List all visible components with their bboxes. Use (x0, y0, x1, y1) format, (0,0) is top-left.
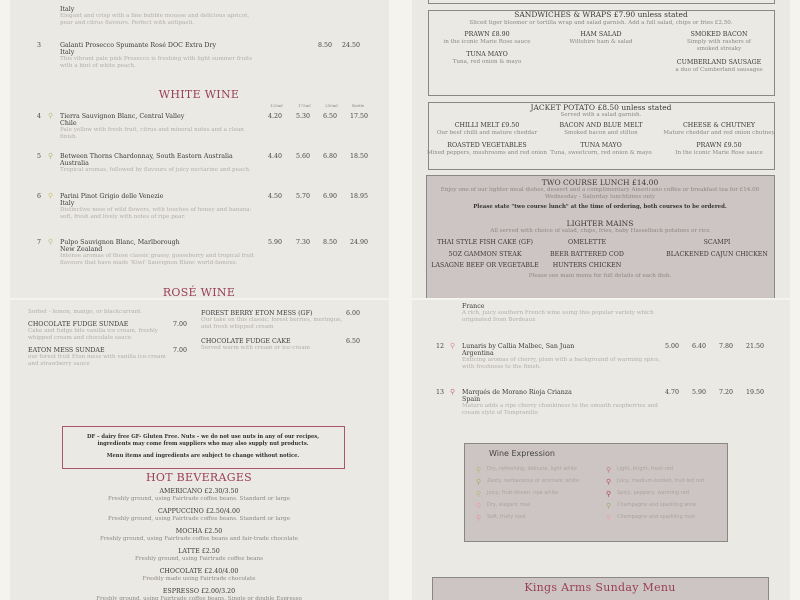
wine-description: Pale yellow with fresh fruit, citrus and mineral notes and a clean finish. (60, 127, 244, 141)
wine-price: 7.30 (296, 239, 311, 246)
wine-price: 6.90 (323, 193, 338, 200)
dessert-desc: Sorbet - lemon, mango, or blackcurrant (28, 309, 141, 315)
wine-number: 12 (436, 343, 445, 350)
wine-description: Tropical aromas, followed by flavours of juicy nectarine and peach. (60, 167, 251, 173)
legend-label: Light, bright, fresh red (617, 466, 674, 472)
dessert-desc: Cake and fudge bits vanilla ice cream, freshly whipped cream and chocolate sauce (28, 328, 158, 342)
wine-style-icon: ⚲ (48, 192, 54, 200)
dessert-desc: Served warm with cream or ice-cream (201, 345, 310, 351)
wine-price: 7.80 (719, 343, 734, 350)
legend-icon: ⚲ (476, 502, 482, 510)
menu-item-name: ROASTED VEGETABLES (447, 142, 527, 149)
wine-style-icon: ⚲ (48, 238, 54, 246)
column-header: Bottle (352, 103, 365, 108)
lunch-title: TWO COURSE LUNCH £14.00 (541, 178, 659, 187)
soup-box (428, 0, 775, 4)
menu-item-desc: Wiltshire ham & salad (569, 39, 633, 45)
menu-item-desc: Tuna, sweetcorn, red onion & mayo (550, 150, 652, 156)
beverage-name: MOCHA £2.50 (175, 528, 223, 535)
lunch-footer: Please see main menu for full details of each dish. (528, 273, 672, 279)
legend-icon: ⚲ (606, 466, 612, 474)
jacket-title: JACKET POTATO £8.50 unless stated (530, 103, 672, 112)
wine-description: A rich, juicy southern French wine using this popular variety which originated from Bordeaux (462, 310, 654, 324)
lunch-note: Please state "two course lunch" at the time of ordering, both courses to be ordered. (473, 204, 727, 210)
sandwiches-box (428, 10, 775, 96)
menu-item-desc: In the iconic Marie Rose sauce (675, 150, 763, 156)
dessert-name: CHOCOLATE FUDGE SUNDAE (28, 321, 129, 328)
wine-price: 24.50 (342, 42, 361, 49)
wine-price: 18.50 (350, 153, 369, 160)
lighter-main-item: OMELETTE (567, 239, 607, 246)
wine-price: 21.50 (746, 343, 765, 350)
lighter-main-item: BEER BATTERED COD (550, 251, 624, 258)
wine-price: 7.20 (719, 389, 734, 396)
menu-item-desc: Smoked bacon and stilton (564, 130, 638, 136)
beverage-name: ESPRESSO £2.00/3.20 (162, 588, 236, 595)
legend-label: Champagne and sparkling wine (617, 502, 697, 508)
wine-price: 19.50 (746, 389, 765, 396)
wine-description: Enticing aromas of cherry, plum with a background of warming spice, with freshness to the finish. (462, 357, 661, 371)
two-course-lunch-box (426, 175, 775, 298)
lighter-mains-subtitle: All served with choice of salad, chips, fries, baby Hasselback potatoes or rice (490, 228, 710, 234)
lighter-main-item: BLACKENED CAJUN CHICKEN (666, 251, 768, 258)
sunday-menu-box (432, 577, 769, 600)
lighter-main-item: LASAGNE BEEF OR VEGETABLE (431, 262, 539, 269)
beverage-name: AMERICANO £2.30/3.50 (159, 488, 239, 495)
wine-price: 24.90 (350, 239, 369, 246)
wine-price: 6.40 (692, 343, 707, 350)
beverage-desc: Freshly ground, using Fairtrade coffee beans. Standard or large (107, 516, 291, 522)
dessert-price: 7.00 (173, 321, 188, 328)
lighter-main-item: THAI STYLE FISH CAKE (GF) (437, 239, 533, 246)
wine-description: This vibrant pale pink Prosecco is freshing with light summer fruits with a hint of white peach. (60, 56, 253, 70)
legend-icon: ⚲ (476, 478, 482, 486)
allergy-line2: ingredients may come from suppliers who may also supply nut products. (97, 441, 309, 447)
lunch-menu-panel (412, 0, 790, 298)
lighter-main-item: HUNTERS CHICKEN (552, 262, 622, 269)
beverage-name: LATTE £2.50 (178, 548, 220, 555)
beverage-desc: Freshly ground, using Fairtrade coffee beans. Standard or large (107, 496, 291, 502)
legend-label: Dry, refreshing, delicate, light white (487, 466, 577, 472)
menu-item-name: CHILLI MELT £9.50 (454, 122, 520, 129)
wine-style-icon: ⚲ (450, 342, 456, 350)
legend-label: Zesty, herbaceous or aromatic white (487, 478, 580, 484)
beverage-name: CAPPUCCINO £2.50/4.00 (157, 508, 241, 515)
lunch-line2: Wednesday - Saturday lunchtimes only (545, 194, 655, 200)
wine-name: Lunaris by Callia Malbec, San Juan (462, 343, 575, 350)
wine-country: Chile (60, 120, 77, 127)
rose-wine-heading: ROSÉ WINE (162, 286, 236, 298)
menu-item-desc: Our beef chilli and mature cheddar (436, 130, 538, 136)
menu-item-name: PRAWN £8.90 (464, 31, 510, 38)
menu-item-name: TUNA MAYO (466, 51, 508, 58)
legend-icon: ⚲ (476, 514, 482, 522)
menu-item-name: PRAWN £9.50 (696, 142, 742, 149)
wine-country: Spain (462, 396, 481, 403)
wine-name: Tierra Sauvignon Blanc, Central Valley (60, 113, 185, 120)
wine-name: Pulpo Sauvignon Blanc, Marlborough (60, 239, 180, 246)
wine-price: 4.20 (268, 113, 283, 120)
menu-item-desc: Tuna, red onion & mayo (452, 59, 522, 65)
legend-icon: ⚲ (606, 502, 612, 510)
red-wine-panel (412, 300, 790, 600)
beverage-desc: Freshly ground, using Fairtrade coffee beans (134, 556, 264, 562)
menu-item-desc: Mixed peppers, mushrooms and red onion (427, 150, 547, 156)
wine-number: 6 (37, 193, 42, 200)
wine-price: 5.70 (296, 193, 311, 200)
sandwiches-title: SANDWICHES & WRAPS £7.90 unless stated (514, 10, 688, 19)
legend-icon: ⚲ (606, 514, 612, 522)
menu-item-desc: Mature cheddar and red onion chutney (663, 130, 775, 136)
wine-description: Elegant and crisp with a fine bubble mousse and delicious apricot, pear and citrus flavours. Perfect with antipasti. (60, 13, 250, 27)
wine-price: 4.50 (268, 193, 283, 200)
menu-item-name: SMOKED BACON (690, 31, 748, 38)
wine-price: 5.00 (665, 343, 680, 350)
jacket-potato-box (428, 102, 775, 170)
dessert-desc: Our take on this classic: forest berries, meringue, and fresh whipped cream (201, 317, 343, 331)
wine-name: Galanti Prosecco Spumante Rosé DOC Extra Dry (60, 42, 217, 49)
wine-country: Italy (60, 49, 75, 56)
dessert-name: FOREST BERRY ETON MESS (GF) (201, 310, 313, 317)
beverage-name: CHOCOLATE £2.40/4.00 (159, 568, 239, 575)
allergy-line3: Menu items and ingredients are subject to change without notice. (106, 453, 300, 459)
menu-item-desc: a duo of Cumberland sausages (675, 67, 763, 73)
wine-price: 17.50 (350, 113, 369, 120)
wine-style-icon: ⚲ (450, 388, 456, 396)
wine-name: Parini Pinot Grigio delle Venezie (60, 193, 164, 200)
legend-label: Soft, fruity rosé (487, 514, 526, 520)
wine-price: 5.90 (268, 239, 283, 246)
wine-price: 4.70 (665, 389, 680, 396)
legend-icon: ⚲ (606, 478, 612, 486)
wine-country: Italy (60, 6, 75, 13)
wine-price: 18.95 (350, 193, 369, 200)
wine-country: France (462, 303, 485, 310)
column-header: 175ml (298, 103, 311, 108)
menu-item-name: CHEESE & CHUTNEY (682, 122, 756, 129)
wine-country: Argentina (462, 350, 494, 357)
wine-style-icon: ⚲ (48, 112, 54, 120)
column-header: 125ml (270, 103, 283, 108)
beverage-desc: Freshly ground, using Fairtrade coffee beans and fair-trade chocolate (99, 536, 299, 542)
wine-price: 5.90 (692, 389, 707, 396)
wine-style-icon: ⚲ (48, 152, 54, 160)
wine-price: 5.60 (296, 153, 311, 160)
column-header: 250ml (325, 103, 338, 108)
legend-label: Spicy, peppery, warming red (617, 490, 689, 496)
dessert-price: 6.50 (346, 338, 361, 345)
lighter-mains-title: LIGHTER MAINS (566, 219, 634, 228)
menu-item-desc: Simply with rashers of smoked streaky (687, 39, 751, 52)
wine-price: 5.30 (296, 113, 311, 120)
beverage-desc: Freshly made using Fairtrade chocolate (142, 576, 256, 582)
dessert-price: 6.00 (346, 310, 361, 317)
menu-item-name: CUMBERLAND SAUSAGE (676, 59, 762, 66)
wine-price: 4.40 (268, 153, 283, 160)
wine-number: 7 (37, 239, 42, 246)
legend-title: Wine Expression (489, 449, 555, 458)
wine-country: Italy (60, 200, 75, 207)
menu-item-name: HAM SALAD (580, 31, 622, 38)
wine-number: 5 (37, 153, 42, 160)
white-wine-heading: WHITE WINE (158, 88, 240, 101)
lighter-main-item: 5OZ GAMMON STEAK (448, 251, 522, 258)
wine-name: Marqués de Morano Rioja Crianza (462, 389, 572, 396)
legend-icon: ⚲ (476, 490, 482, 498)
menu-item-desc: in the iconic Marie Rose sauce (443, 39, 531, 45)
legend-icon: ⚲ (606, 490, 612, 498)
lighter-main-item: SCAMPI (703, 239, 731, 246)
legend-label: Champagne and sparkling rosé (617, 514, 696, 520)
allergy-line1: DF – dairy free GF- Gluten Free. Nuts – we do not use nuts in any of our recipes, (86, 434, 320, 440)
dessert-name: CHOCOLATE FUDGE CAKE (201, 338, 291, 345)
legend-label: Juicy, medium-bodied, fruit-led red (617, 478, 705, 484)
wine-country: Australia (60, 160, 89, 167)
wine-description: Intense aromas of those classic grassy, gooseberry and tropical fruit flavours that have made 'Kiwi' Sauvignon Blanc world-famous. (60, 253, 255, 267)
wine-list-panel (10, 0, 389, 298)
legend-label: Juicy, fruit-driven, ripe white (487, 490, 559, 496)
wine-expression-legend (464, 443, 728, 542)
lunch-line1: Enjoy one of our lighter meal dishes, dessert and a complimentary Americano coffee or breakfast tea for £14.00 (440, 187, 760, 193)
wine-description: Maturo adds a ripe cherry chunkiness to the smooth raspberries and cream style of Tempranillo (462, 403, 658, 417)
dessert-name: EATON MESS SUNDAE (28, 347, 105, 354)
beverage-desc: Freshly ground, using Fairtrade coffee beans. Single or double Espresso (96, 596, 302, 600)
wine-number: 13 (436, 389, 445, 396)
wine-price: 6.50 (323, 113, 338, 120)
wine-number: 3 (37, 42, 42, 49)
wine-number: 4 (37, 113, 42, 120)
wine-description: Distinctive nose of wild flowers, with touches of honey and banana: soft, fresh and lively with notes of ripe pear. (60, 207, 252, 221)
legend-label: Dry, elegant rosé (487, 502, 531, 508)
hot-beverages-heading: HOT BEVERAGES (145, 471, 253, 484)
desserts-beverages-panel (10, 300, 389, 600)
wine-price: 8.50 (323, 239, 338, 246)
wine-price: 6.80 (323, 153, 338, 160)
legend-icon: ⚲ (476, 466, 482, 474)
jacket-subtitle: Served with a salad garnish. (560, 112, 642, 118)
menu-item-name: BACON AND BLUE MELT (559, 122, 643, 129)
dessert-desc: our forest fruit Eton mess with vanilla ice-cream and strawberry sauce (28, 354, 166, 368)
dessert-price: 7.00 (173, 347, 188, 354)
menu-item-name: TUNA MAYO (580, 142, 622, 149)
wine-price: 8.50 (318, 42, 333, 49)
allergy-notice-box (62, 426, 345, 469)
sandwiches-subtitle: Sliced tiger bloomer or tortilla wrap and salad garnish. Add a full salad, chips or fries £2.50. (469, 20, 733, 26)
sunday-menu-title: Kings Arms Sunday Menu (524, 581, 676, 594)
wine-name: Between Thorns Chardonnay, South Eastern Australia (60, 153, 233, 160)
wine-country: New Zealand (60, 246, 103, 253)
